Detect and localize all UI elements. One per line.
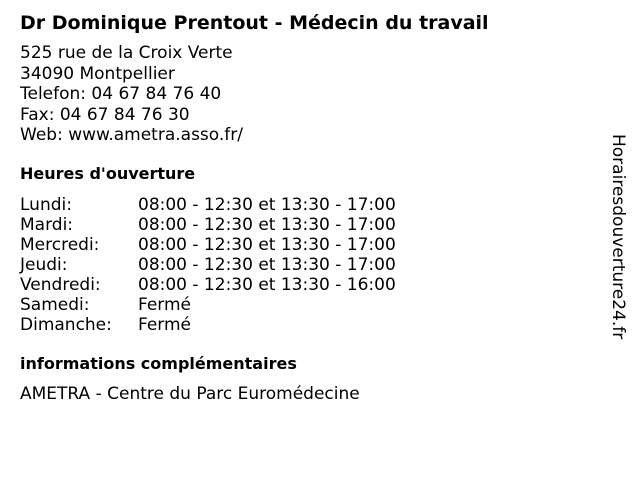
hours-heading: Heures d'ouverture (20, 164, 196, 183)
day-hours: Fermé (138, 295, 192, 315)
hours-row-thursday (20, 255, 440, 275)
hours-row-sunday (20, 315, 440, 335)
day-label: Lundi: (20, 195, 72, 215)
day-label: Mardi: (20, 215, 74, 235)
day-label: Vendredi: (20, 275, 101, 295)
address-block (20, 43, 243, 146)
hours-row-wednesday (20, 235, 440, 255)
info-text: AMETRA - Centre du Parc Euromédecine (20, 384, 360, 404)
day-label: Jeudi: (20, 255, 68, 275)
page-title: Dr Dominique Prentout - Médecin du travail (20, 12, 489, 34)
info-heading: informations complémentaires (20, 354, 297, 373)
day-hours: Fermé (138, 315, 192, 335)
day-hours: 08:00 - 12:30 et 13:30 - 16:00 (138, 275, 396, 295)
phone-number: Telefon: 04 67 84 76 40 (20, 84, 222, 104)
day-label: Mercredi: (20, 235, 100, 255)
day-hours: 08:00 - 12:30 et 13:30 - 17:00 (138, 255, 396, 275)
hours-row-tuesday (20, 215, 440, 235)
hours-row-friday (20, 275, 440, 295)
day-hours: 08:00 - 12:30 et 13:30 - 17:00 (138, 235, 396, 255)
fax-number: Fax: 04 67 84 76 30 (20, 104, 190, 125)
day-label: Samedi: (20, 295, 90, 315)
city-postcode: 34090 Montpellier (20, 63, 175, 84)
hours-row-monday (20, 195, 440, 215)
website: Web: www.ametra.asso.fr/ (20, 125, 244, 145)
day-label: Dimanche: (20, 315, 112, 335)
day-hours: 08:00 - 12:30 et 13:30 - 17:00 (138, 215, 396, 235)
watermark: Horairesdouverture24.fr (608, 134, 628, 340)
hours-table (20, 195, 440, 335)
street-address: 525 rue de la Croix Verte (20, 43, 233, 63)
hours-row-saturday (20, 295, 440, 315)
day-hours: 08:00 - 12:30 et 13:30 - 17:00 (138, 195, 396, 215)
